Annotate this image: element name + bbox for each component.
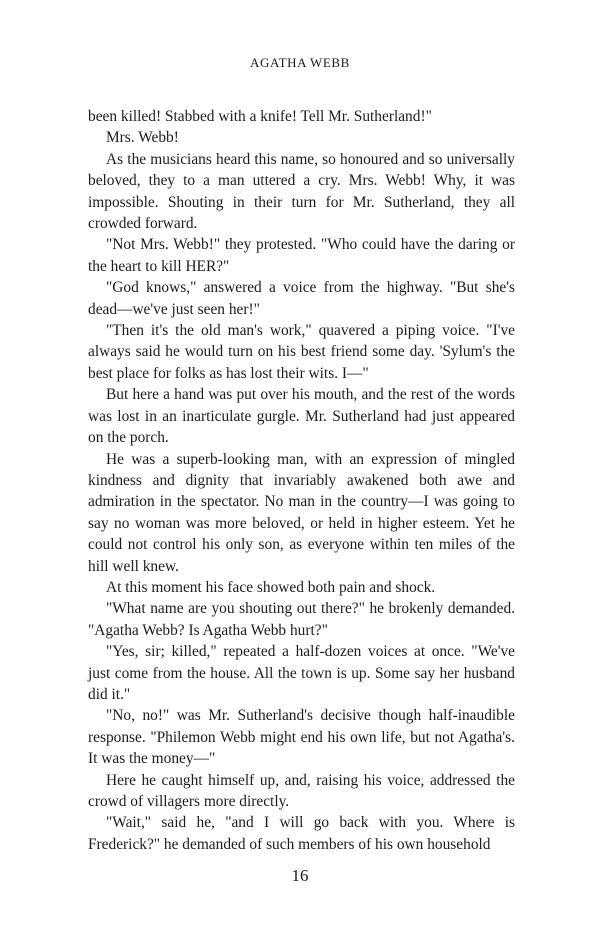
paragraph: "Not Mrs. Webb!" they protested. "Who could have the daring or the heart to kill HER?" [88, 236, 515, 275]
running-head: AGATHA WEBB [250, 55, 350, 70]
page-number: 16 [291, 866, 309, 885]
paragraph: "God knows," answered a voice from the highway. "But she's dead—we've just seen her!" [88, 279, 515, 318]
paragraph: He was a superb-looking man, with an expression of mingled kindness and dignity that invariably awakened both awe and admiration in the spectator. No man in the country—I was going to say no woman was more beloved, or held in higher esteem. Yet he could not control his only son, as everyone within ten miles of the hill well knew. [88, 450, 515, 575]
paragraph: At this moment his face showed both pain and shock. [106, 578, 436, 596]
paragraph: "Wait," said he, "and I will go back with you. Where is Frederick?" he demanded of such members of his own household [88, 814, 515, 853]
paragraph: "Yes, sir; killed," repeated a half-dozen voices at once. "We've just come from the house. All the town is up. Some say her husband did it." [88, 643, 515, 703]
body-text [88, 106, 515, 855]
paragraph: Mrs. Webb! [106, 129, 179, 147]
paragraph-continuation: been killed! Stabbed with a knife! Tell Mr. Sutherland!" [88, 108, 432, 125]
paragraph: But here a hand was put over his mouth, and the rest of the words was lost in an inarticulate gurgle. Mr. Sutherland had just appeared on the porch. [88, 386, 515, 447]
paragraph: "No, no!" was Mr. Sutherland's decisive though half-inaudible response. "Philemon Webb might end his own life, but not Agatha's. It was the money—" [88, 707, 515, 768]
paragraph: "Then it's the old man's work," quavered a piping voice. "I've always said he would turn on his best friend some day. 'Sylum's the best place for folks as has lost their wits. I—" [88, 322, 515, 382]
paragraph: "What name are you shouting out there?" he brokenly demanded. "Agatha Webb? Is Agatha Webb hurt?" [88, 600, 515, 639]
paragraph: Here he caught himself up, and, raising his voice, addressed the crowd of villagers more directly. [88, 771, 515, 810]
paragraph: As the musicians heard this name, so honoured and so universally beloved, they to a man uttered a cry. Mrs. Webb! Why, it was impossible. Shouting in their turn for Mr. Sutherland, they all crowded forward. [88, 150, 515, 233]
